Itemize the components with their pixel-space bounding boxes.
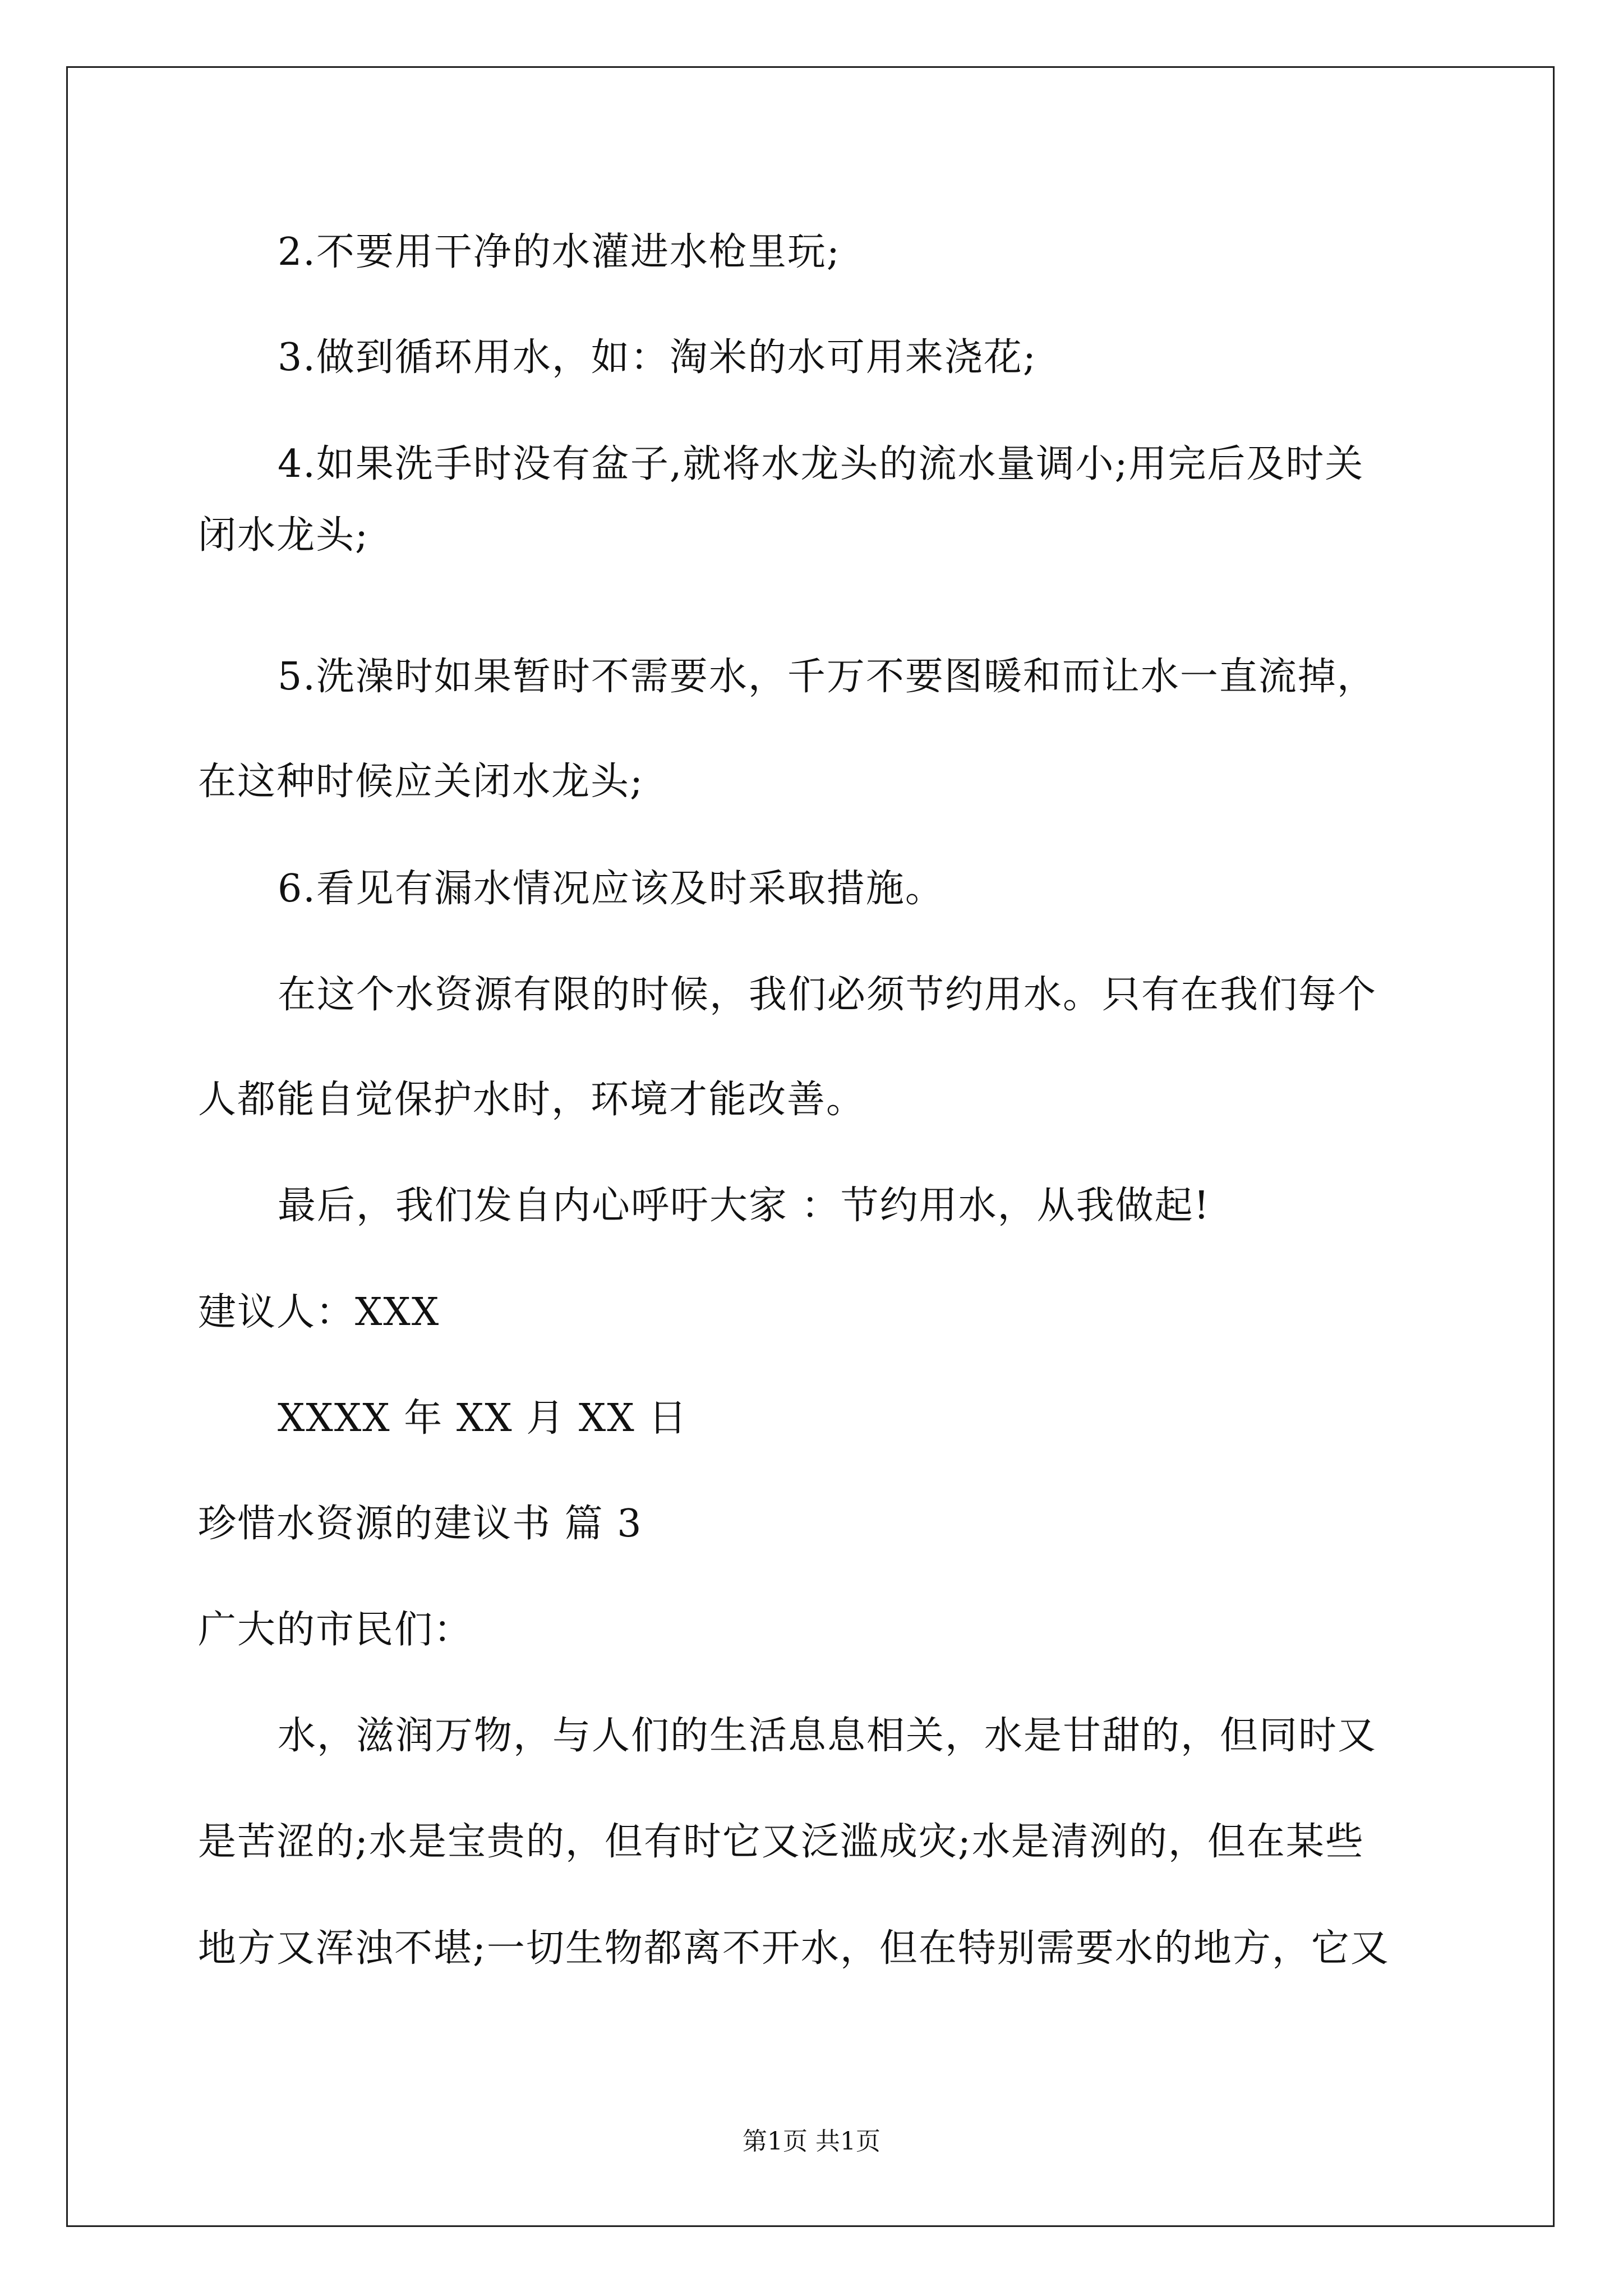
list-item-4-line-1: 4.如果洗手时没有盆子,就将水龙头的流水量调小;用完后及时关 (278, 442, 1364, 486)
list-item-4-line-2: 闭水龙头; (198, 513, 369, 558)
paragraph-water-line-2: 是苦涩的;水是宝贵的，但有时它又泛滥成灾;水是清洌的，但在某些 (198, 1820, 1364, 1864)
proposer-signature: 建议人：XXX (198, 1290, 440, 1335)
paragraph-limited-water-line-2: 人都能自觉保护水时，环境才能改善。 (198, 1078, 866, 1122)
list-item-2: 2.不要用干净的水灌进水枪里玩; (278, 230, 841, 274)
date-line: XXXX 年 XX 月 XX 日 (278, 1396, 688, 1441)
list-item-5-line-1: 5.洗澡时如果暂时不需要水，千万不要图暖和而让水一直流掉， (278, 655, 1376, 699)
list-item-6: 6.看见有漏水情况应该及时采取措施。 (278, 867, 944, 911)
page-border (66, 66, 1555, 2227)
paragraph-water-line-3: 地方又浑浊不堪;一切生物都离不开水，但在特别需要水的地方，它又 (198, 1926, 1390, 1971)
list-item-3: 3.做到循环用水，如：淘米的水可用来浇花; (278, 335, 1037, 380)
closing-appeal: 最后，我们发自内心呼吁大家 ：节约用水，从我做起! (278, 1184, 1210, 1228)
page-footer: 第1页 共1页 (743, 2127, 880, 2156)
salutation: 广大的市民们： (198, 1608, 473, 1652)
section-title: 珍惜水资源的建议书 篇 3 (198, 1502, 643, 1546)
paragraph-limited-water-line-1: 在这个水资源有限的时候，我们必须节约用水。只有在我们每个 (278, 973, 1377, 1017)
list-item-5-line-2: 在这种时候应关闭水龙头; (198, 760, 644, 804)
paragraph-water-line-1: 水，滋润万物，与人们的生活息息相关，水是甘甜的，但同时又 (278, 1714, 1377, 1758)
